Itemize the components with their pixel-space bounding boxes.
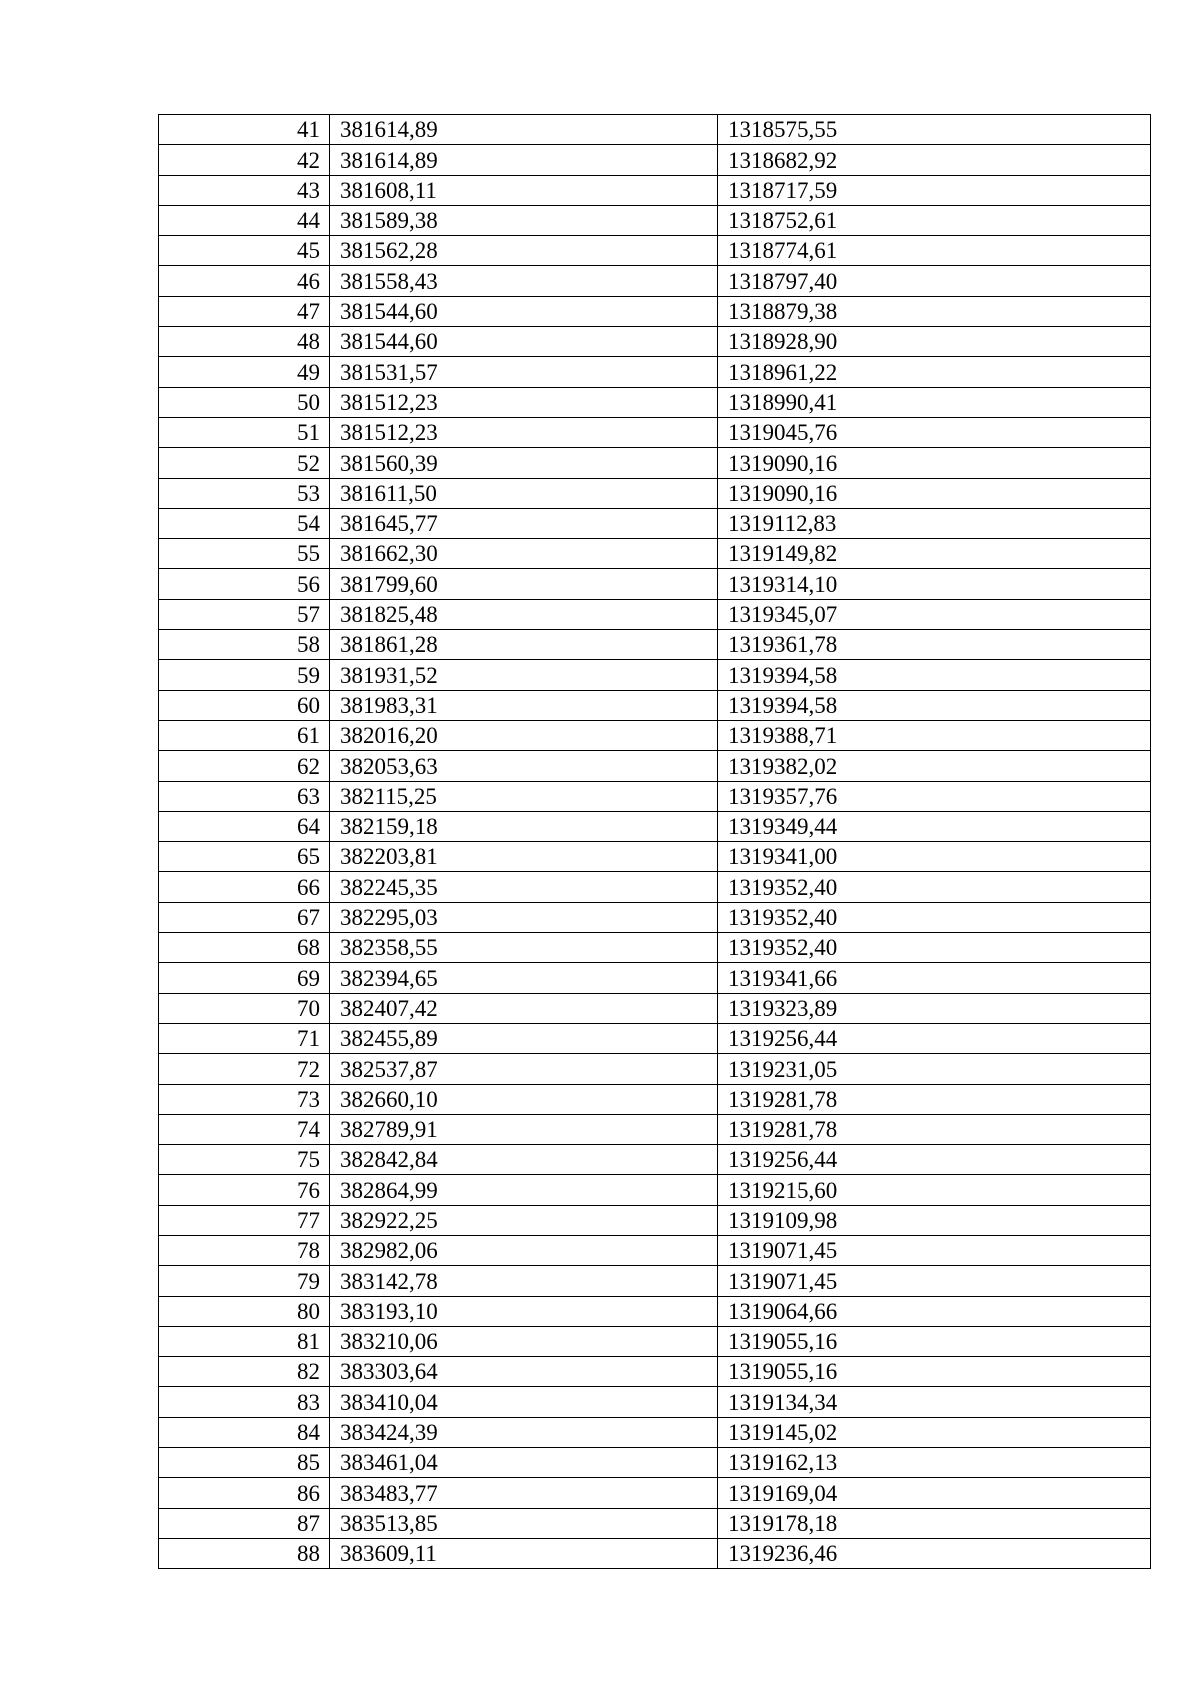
x-coordinate-cell: 381531,57 <box>330 357 718 387</box>
table-row <box>159 1538 1151 1568</box>
y-coordinate-cell: 1319215,60 <box>718 1175 1151 1205</box>
y-coordinate-cell: 1319323,89 <box>718 993 1151 1023</box>
point-number-cell: 64 <box>159 811 330 841</box>
point-number-cell: 62 <box>159 751 330 781</box>
x-coordinate-cell: 381560,39 <box>330 448 718 478</box>
x-coordinate-cell: 381512,23 <box>330 417 718 447</box>
x-coordinate-cell: 381611,50 <box>330 478 718 508</box>
y-coordinate-cell: 1319134,34 <box>718 1387 1151 1417</box>
x-coordinate-cell: 382016,20 <box>330 720 718 750</box>
table-row <box>159 690 1151 720</box>
table-row <box>159 933 1151 963</box>
point-number-cell: 46 <box>159 266 330 296</box>
table-row <box>159 357 1151 387</box>
point-number-cell: 44 <box>159 205 330 235</box>
y-coordinate-cell: 1319314,10 <box>718 569 1151 599</box>
x-coordinate-cell: 383483,77 <box>330 1478 718 1508</box>
point-number-cell: 85 <box>159 1448 330 1478</box>
x-coordinate-cell: 381589,38 <box>330 205 718 235</box>
point-number-cell: 65 <box>159 842 330 872</box>
point-number-cell: 66 <box>159 872 330 902</box>
x-coordinate-cell: 382358,55 <box>330 933 718 963</box>
point-number-cell: 82 <box>159 1357 330 1387</box>
table-row <box>159 569 1151 599</box>
table-row <box>159 1114 1151 1144</box>
x-coordinate-cell: 382159,18 <box>330 811 718 841</box>
table-row <box>159 1296 1151 1326</box>
table-row <box>159 1023 1151 1053</box>
y-coordinate-cell: 1319341,66 <box>718 963 1151 993</box>
y-coordinate-cell: 1319281,78 <box>718 1084 1151 1114</box>
x-coordinate-cell: 382407,42 <box>330 993 718 1023</box>
y-coordinate-cell: 1319341,00 <box>718 842 1151 872</box>
y-coordinate-cell: 1319394,58 <box>718 690 1151 720</box>
point-number-cell: 59 <box>159 660 330 690</box>
table-row <box>159 599 1151 629</box>
point-number-cell: 74 <box>159 1114 330 1144</box>
x-coordinate-cell: 382864,99 <box>330 1175 718 1205</box>
point-number-cell: 58 <box>159 630 330 660</box>
x-coordinate-cell: 381662,30 <box>330 539 718 569</box>
table-row <box>159 145 1151 175</box>
table-row <box>159 1084 1151 1114</box>
y-coordinate-cell: 1319388,71 <box>718 720 1151 750</box>
point-number-cell: 78 <box>159 1235 330 1265</box>
x-coordinate-cell: 382922,25 <box>330 1205 718 1235</box>
x-coordinate-cell: 383193,10 <box>330 1296 718 1326</box>
y-coordinate-cell: 1318682,92 <box>718 145 1151 175</box>
y-coordinate-cell: 1318990,41 <box>718 387 1151 417</box>
x-coordinate-cell: 382982,06 <box>330 1235 718 1265</box>
y-coordinate-cell: 1319394,58 <box>718 660 1151 690</box>
table-row <box>159 1387 1151 1417</box>
x-coordinate-cell: 383461,04 <box>330 1448 718 1478</box>
point-number-cell: 53 <box>159 478 330 508</box>
y-coordinate-cell: 1319169,04 <box>718 1478 1151 1508</box>
table-row <box>159 1357 1151 1387</box>
table-row <box>159 1205 1151 1235</box>
y-coordinate-cell: 1319145,02 <box>718 1417 1151 1447</box>
y-coordinate-cell: 1319045,76 <box>718 417 1151 447</box>
y-coordinate-cell: 1319090,16 <box>718 448 1151 478</box>
table-row <box>159 1235 1151 1265</box>
y-coordinate-cell: 1318575,55 <box>718 115 1151 145</box>
point-number-cell: 42 <box>159 145 330 175</box>
x-coordinate-cell: 383609,11 <box>330 1538 718 1568</box>
y-coordinate-cell: 1319256,44 <box>718 1023 1151 1053</box>
point-number-cell: 71 <box>159 1023 330 1053</box>
table-row <box>159 1145 1151 1175</box>
point-number-cell: 51 <box>159 417 330 447</box>
x-coordinate-cell: 381608,11 <box>330 175 718 205</box>
x-coordinate-cell: 381544,60 <box>330 296 718 326</box>
y-coordinate-cell: 1319149,82 <box>718 539 1151 569</box>
point-number-cell: 88 <box>159 1538 330 1568</box>
y-coordinate-cell: 1319055,16 <box>718 1357 1151 1387</box>
point-number-cell: 75 <box>159 1145 330 1175</box>
table-row <box>159 1478 1151 1508</box>
point-number-cell: 87 <box>159 1508 330 1538</box>
point-number-cell: 80 <box>159 1296 330 1326</box>
table-row <box>159 539 1151 569</box>
y-coordinate-cell: 1319112,83 <box>718 508 1151 538</box>
table-row <box>159 660 1151 690</box>
table-row <box>159 1175 1151 1205</box>
table-row <box>159 448 1151 478</box>
y-coordinate-cell: 1319349,44 <box>718 811 1151 841</box>
y-coordinate-cell: 1319361,78 <box>718 630 1151 660</box>
point-number-cell: 47 <box>159 296 330 326</box>
x-coordinate-cell: 383142,78 <box>330 1266 718 1296</box>
point-number-cell: 43 <box>159 175 330 205</box>
table-row <box>159 720 1151 750</box>
x-coordinate-cell: 382115,25 <box>330 781 718 811</box>
y-coordinate-cell: 1319162,13 <box>718 1448 1151 1478</box>
x-coordinate-cell: 381931,52 <box>330 660 718 690</box>
point-number-cell: 50 <box>159 387 330 417</box>
coordinates-table <box>158 114 1151 1569</box>
point-number-cell: 54 <box>159 508 330 538</box>
point-number-cell: 49 <box>159 357 330 387</box>
table-row <box>159 811 1151 841</box>
x-coordinate-cell: 381512,23 <box>330 387 718 417</box>
table-row <box>159 872 1151 902</box>
table-row <box>159 1508 1151 1538</box>
point-number-cell: 63 <box>159 781 330 811</box>
point-number-cell: 83 <box>159 1387 330 1417</box>
y-coordinate-cell: 1319071,45 <box>718 1235 1151 1265</box>
y-coordinate-cell: 1319178,18 <box>718 1508 1151 1538</box>
point-number-cell: 81 <box>159 1326 330 1356</box>
table-row <box>159 508 1151 538</box>
x-coordinate-cell: 381562,28 <box>330 236 718 266</box>
point-number-cell: 55 <box>159 539 330 569</box>
y-coordinate-cell: 1318879,38 <box>718 296 1151 326</box>
point-number-cell: 68 <box>159 933 330 963</box>
table-row <box>159 205 1151 235</box>
point-number-cell: 70 <box>159 993 330 1023</box>
x-coordinate-cell: 382203,81 <box>330 842 718 872</box>
y-coordinate-cell: 1319352,40 <box>718 902 1151 932</box>
table-row <box>159 1266 1151 1296</box>
point-number-cell: 86 <box>159 1478 330 1508</box>
table-row <box>159 387 1151 417</box>
table-row <box>159 1054 1151 1084</box>
y-coordinate-cell: 1319256,44 <box>718 1145 1151 1175</box>
x-coordinate-cell: 382455,89 <box>330 1023 718 1053</box>
point-number-cell: 67 <box>159 902 330 932</box>
table-row <box>159 781 1151 811</box>
y-coordinate-cell: 1318752,61 <box>718 205 1151 235</box>
table-row <box>159 417 1151 447</box>
table-row <box>159 266 1151 296</box>
table-row <box>159 236 1151 266</box>
point-number-cell: 57 <box>159 599 330 629</box>
table-row <box>159 1326 1151 1356</box>
x-coordinate-cell: 381614,89 <box>330 145 718 175</box>
y-coordinate-cell: 1318797,40 <box>718 266 1151 296</box>
table-row <box>159 175 1151 205</box>
x-coordinate-cell: 382842,84 <box>330 1145 718 1175</box>
table-row <box>159 963 1151 993</box>
y-coordinate-cell: 1319109,98 <box>718 1205 1151 1235</box>
y-coordinate-cell: 1319281,78 <box>718 1114 1151 1144</box>
y-coordinate-cell: 1319352,40 <box>718 933 1151 963</box>
y-coordinate-cell: 1319071,45 <box>718 1266 1151 1296</box>
y-coordinate-cell: 1319231,05 <box>718 1054 1151 1084</box>
point-number-cell: 79 <box>159 1266 330 1296</box>
x-coordinate-cell: 382537,87 <box>330 1054 718 1084</box>
x-coordinate-cell: 383410,04 <box>330 1387 718 1417</box>
point-number-cell: 61 <box>159 720 330 750</box>
y-coordinate-cell: 1319352,40 <box>718 872 1151 902</box>
point-number-cell: 52 <box>159 448 330 478</box>
coordinates-table-body <box>159 115 1151 1569</box>
point-number-cell: 45 <box>159 236 330 266</box>
x-coordinate-cell: 381614,89 <box>330 115 718 145</box>
point-number-cell: 48 <box>159 327 330 357</box>
point-number-cell: 73 <box>159 1084 330 1114</box>
y-coordinate-cell: 1319236,46 <box>718 1538 1151 1568</box>
x-coordinate-cell: 381983,31 <box>330 690 718 720</box>
y-coordinate-cell: 1319055,16 <box>718 1326 1151 1356</box>
x-coordinate-cell: 381544,60 <box>330 327 718 357</box>
table-row <box>159 751 1151 781</box>
point-number-cell: 72 <box>159 1054 330 1084</box>
y-coordinate-cell: 1318717,59 <box>718 175 1151 205</box>
point-number-cell: 76 <box>159 1175 330 1205</box>
y-coordinate-cell: 1319090,16 <box>718 478 1151 508</box>
x-coordinate-cell: 383303,64 <box>330 1357 718 1387</box>
x-coordinate-cell: 383424,39 <box>330 1417 718 1447</box>
x-coordinate-cell: 383210,06 <box>330 1326 718 1356</box>
y-coordinate-cell: 1319357,76 <box>718 781 1151 811</box>
table-row <box>159 296 1151 326</box>
x-coordinate-cell: 381558,43 <box>330 266 718 296</box>
table-row <box>159 842 1151 872</box>
x-coordinate-cell: 382789,91 <box>330 1114 718 1144</box>
table-row <box>159 478 1151 508</box>
x-coordinate-cell: 382295,03 <box>330 902 718 932</box>
table-row <box>159 993 1151 1023</box>
y-coordinate-cell: 1318961,22 <box>718 357 1151 387</box>
y-coordinate-cell: 1319382,02 <box>718 751 1151 781</box>
point-number-cell: 60 <box>159 690 330 720</box>
table-row <box>159 630 1151 660</box>
point-number-cell: 41 <box>159 115 330 145</box>
table-row <box>159 1417 1151 1447</box>
y-coordinate-cell: 1318774,61 <box>718 236 1151 266</box>
x-coordinate-cell: 382245,35 <box>330 872 718 902</box>
point-number-cell: 77 <box>159 1205 330 1235</box>
x-coordinate-cell: 381825,48 <box>330 599 718 629</box>
x-coordinate-cell: 381645,77 <box>330 508 718 538</box>
y-coordinate-cell: 1319064,66 <box>718 1296 1151 1326</box>
x-coordinate-cell: 381799,60 <box>330 569 718 599</box>
point-number-cell: 69 <box>159 963 330 993</box>
x-coordinate-cell: 381861,28 <box>330 630 718 660</box>
y-coordinate-cell: 1318928,90 <box>718 327 1151 357</box>
table-row <box>159 902 1151 932</box>
x-coordinate-cell: 383513,85 <box>330 1508 718 1538</box>
y-coordinate-cell: 1319345,07 <box>718 599 1151 629</box>
x-coordinate-cell: 382394,65 <box>330 963 718 993</box>
x-coordinate-cell: 382660,10 <box>330 1084 718 1114</box>
point-number-cell: 84 <box>159 1417 330 1447</box>
table-row <box>159 1448 1151 1478</box>
table-row <box>159 115 1151 145</box>
table-row <box>159 327 1151 357</box>
point-number-cell: 56 <box>159 569 330 599</box>
x-coordinate-cell: 382053,63 <box>330 751 718 781</box>
